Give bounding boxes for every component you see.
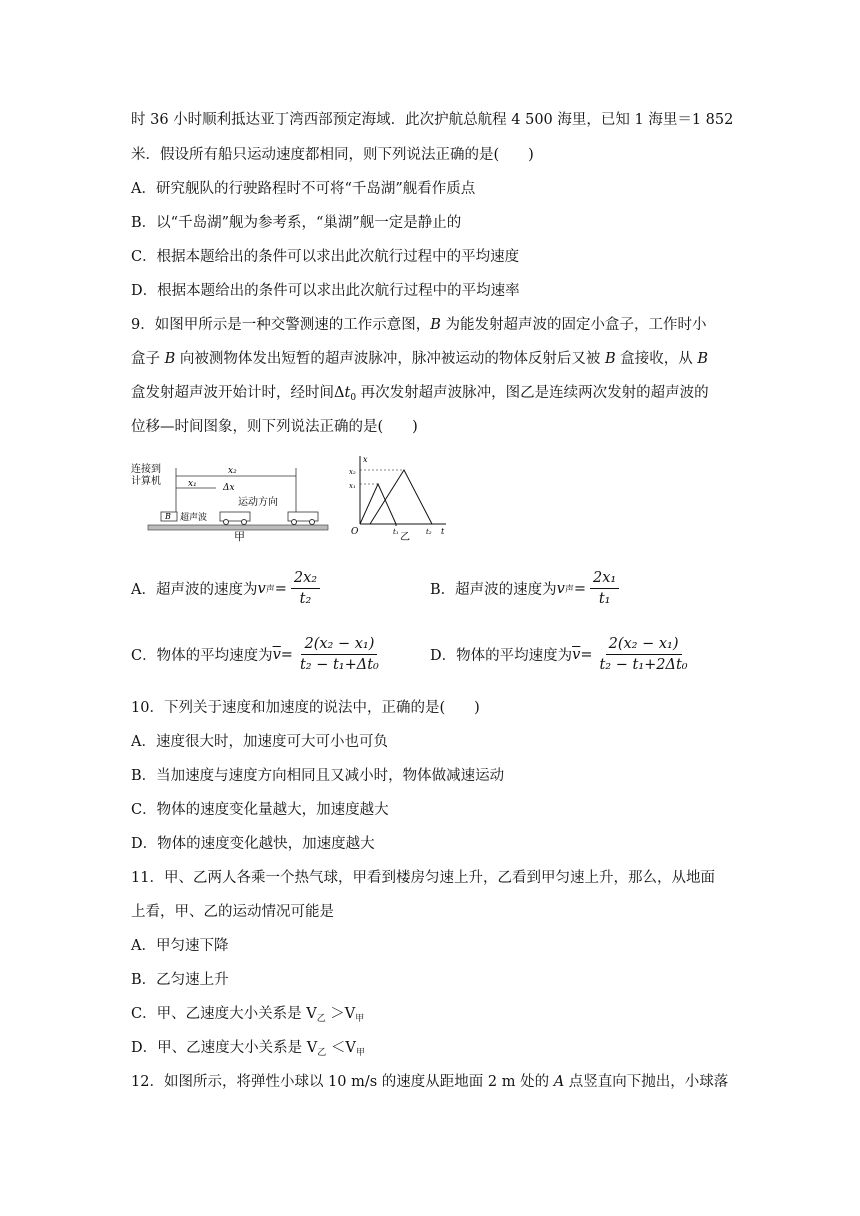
figure-jia (128, 460, 333, 542)
fig-label: t₁ (393, 528, 399, 536)
q9-line-4: 位移—时间图象，则下列说法正确的是( ) (131, 419, 418, 435)
q9-line-3: 盒发射超声波开始计时，经时间$\Delta t_0$ 再次发射超声波脉冲，图乙是连续两次发射的超声波的 (131, 385, 709, 403)
q11-stem-1: 11．甲、乙两人各乘一个热气球，甲看到楼房匀速上升，乙看到甲匀速上升，那么，从地面 (131, 870, 715, 886)
q8-option-d: D．根据本题给出的条件可以求出此次航行过程中的平均速率 (131, 283, 520, 299)
q8-option-a: A．研究舰队的行驶路程时不可将“千岛湖”舰看作质点 (131, 181, 476, 197)
q10-option-b: B．当加速度与速度方向相同且又减小时，物体做减速运动 (131, 768, 505, 784)
fig-caption: 甲 (234, 531, 245, 542)
fig-caption: 乙 (400, 532, 410, 542)
q9-option-a: A．超声波的速度为 v 声 = $\frac{\text{2x₂}}{\text{t₂}}$ (131, 568, 320, 609)
fig-label: 计算机 (131, 476, 161, 487)
fig-label: Δx (223, 483, 235, 493)
fig-label: x₁ (349, 482, 356, 490)
q11-option-c: C．甲、乙速度大小关系是 $V_乙 >V_甲$ (131, 1006, 365, 1024)
fig-label: 连接到 (131, 464, 161, 475)
q8-option-b: B．以“千岛湖”舰为参考系，“巢湖”舰一定是静止的 (131, 215, 462, 231)
q11-option-b: B．乙匀速上升 (131, 972, 229, 988)
fig-label: x₂ (349, 468, 356, 476)
fig-label: x₂ (228, 466, 237, 476)
fig-label: t (441, 527, 445, 536)
q11-option-d: D．甲、乙速度大小关系是 $V_乙 <V_甲$ (131, 1040, 365, 1058)
q9-line-2: 盒子 B 向被测物体发出短暂的超声波脉冲，脉冲被运动的物体反射后又被 B 盒接收，从 B (131, 351, 709, 367)
fig-label: 超声波 (180, 512, 208, 522)
fig-label: t₂ (426, 528, 432, 536)
text-line: 时 36 小时顺利抵达亚丁湾西部预定海域．此次护航总航程 4 500 海里，已知 1 海里＝1 852 (131, 112, 734, 128)
fig-label: x₁ (188, 479, 197, 489)
q9-option-c: C．物体的平均速度为 $\overline{v}$ = $\frac{\text{2(x₂ − x₁)}}{\text{t₂ − t₁+Δt₀}}$ (131, 636, 379, 673)
q9-option-d: D．物体的平均速度为 $\overline{v}$ = $\frac{\text{2(x₂ − x₁)}}{\text{t₂ − t₁+2Δt₀}}$ (430, 636, 688, 673)
q10-stem: 10．下列关于速度和加速度的说法中，正确的是( ) (131, 700, 480, 716)
fig-label: B (165, 512, 171, 521)
figure-yi (346, 452, 450, 542)
q11-option-a: A．甲匀速下降 (131, 938, 229, 954)
q10-option-a: A．速度很大时，加速度可大可小也可负 (131, 734, 388, 750)
text-line: 米．假设所有船只运动速度都相同，则下列说法正确的是( ) (131, 147, 534, 163)
fig-label: 运动方向 (238, 497, 278, 508)
fig-label: O (351, 527, 359, 537)
q10-option-d: D．物体的速度变化越快，加速度越大 (131, 836, 375, 852)
q9-line-1: 9．如图甲所示是一种交警测速的工作示意图，B 为能发射超声波的固定小盒子，工作时小 (131, 317, 707, 333)
fig-label: x (363, 455, 368, 464)
q9-option-b: B．超声波的速度为 v 声 = $\frac{\text{2x₁}}{\text{t₁}}$ (430, 568, 619, 609)
q12-stem: 12．如图所示，将弹性小球以 10 m/s 的速度从距地面 2 m 处的 A 点竖直向下抛出，小球落 (131, 1074, 729, 1090)
q8-option-c: C．根据本题给出的条件可以求出此次航行过程中的平均速度 (131, 249, 520, 265)
q10-option-c: C．物体的速度变化量越大，加速度越大 (131, 802, 389, 818)
q11-stem-2: 上看，甲、乙的运动情况可能是 (131, 904, 334, 920)
